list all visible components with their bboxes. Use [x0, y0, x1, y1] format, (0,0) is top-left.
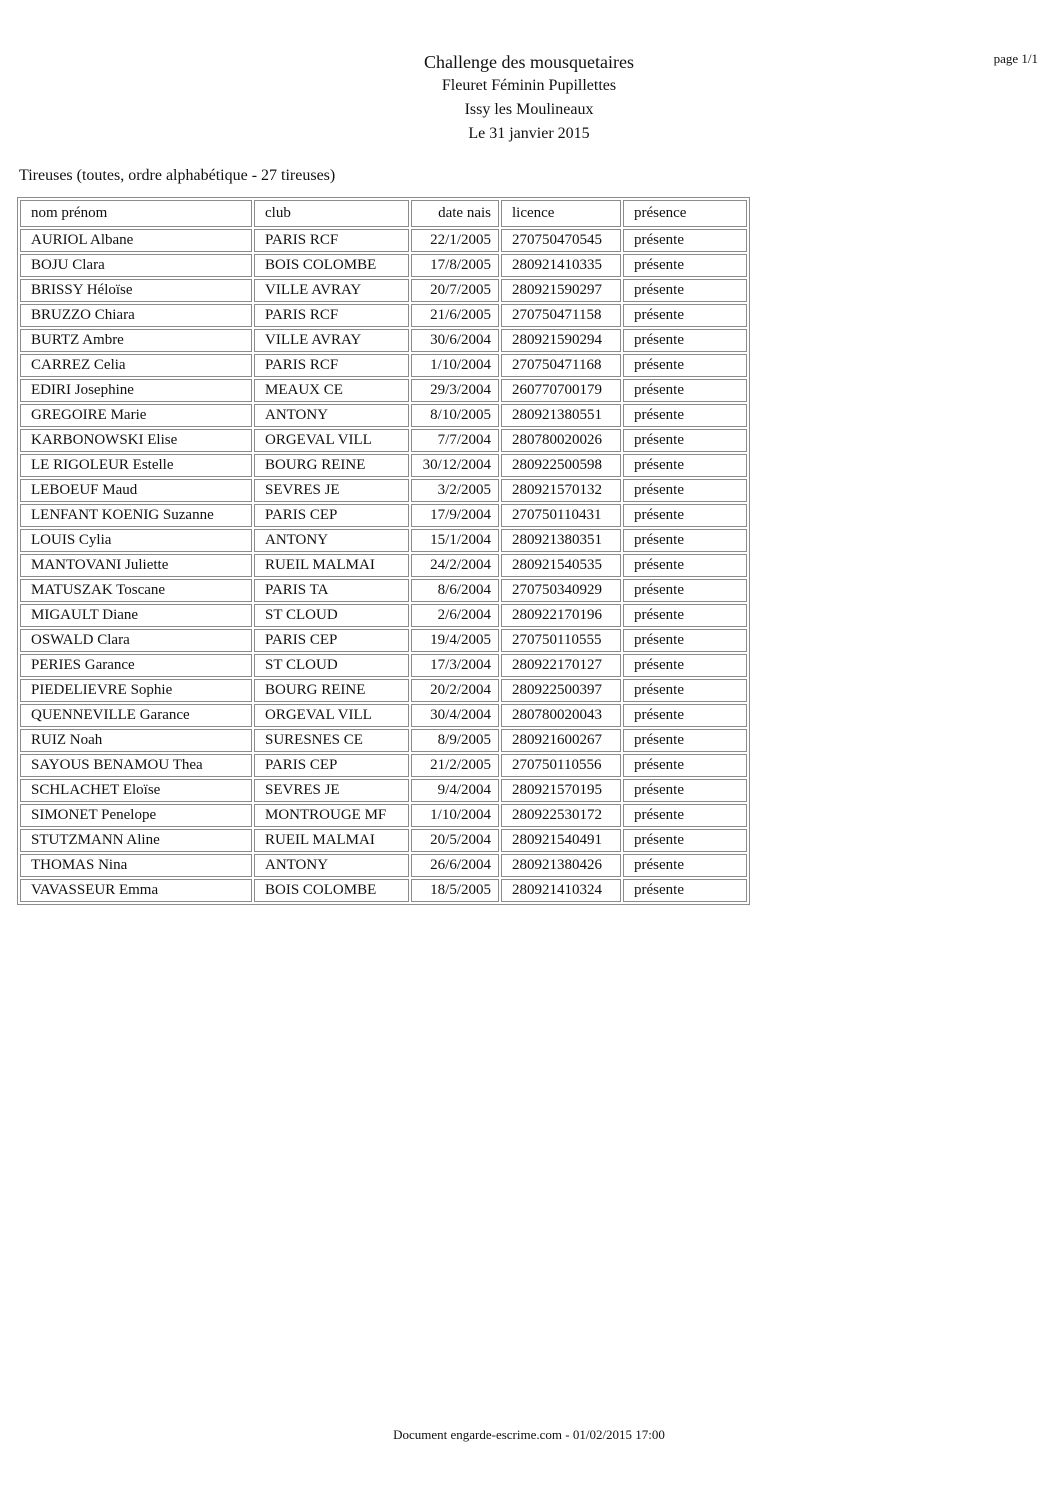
cell-license: 280921540491 [501, 829, 621, 852]
cell-club: PARIS RCF [254, 229, 409, 252]
table-header-row [20, 200, 747, 227]
table-row [20, 829, 747, 852]
cell-presence: présente [623, 404, 747, 427]
cell-club: SURESNES CE [254, 729, 409, 752]
cell-presence: présente [623, 279, 747, 302]
cell-club: ST CLOUD [254, 604, 409, 627]
cell-license: 280921380426 [501, 854, 621, 877]
cell-birthdate: 8/9/2005 [411, 729, 499, 752]
cell-license: 280921590297 [501, 279, 621, 302]
event-name: Fleuret Féminin Pupillettes [441, 77, 617, 94]
cell-license: 270750110556 [501, 754, 621, 777]
table-row [20, 679, 747, 702]
cell-birthdate: 17/8/2005 [411, 254, 499, 277]
cell-license: 280780020026 [501, 429, 621, 452]
cell-club: PARIS RCF [254, 304, 409, 327]
cell-name: GREGOIRE Marie [20, 404, 252, 427]
cell-presence: présente [623, 604, 747, 627]
table-row [20, 479, 747, 502]
cell-birthdate: 20/2/2004 [411, 679, 499, 702]
table-row [20, 404, 747, 427]
table-row [20, 254, 747, 277]
cell-name: SIMONET Penelope [20, 804, 252, 827]
column-header-name: nom prénom [20, 200, 252, 227]
cell-presence: présente [623, 379, 747, 402]
cell-birthdate: 17/9/2004 [411, 504, 499, 527]
column-header-presence: présence [623, 200, 747, 227]
cell-presence: présente [623, 304, 747, 327]
cell-presence: présente [623, 254, 747, 277]
table-row [20, 804, 747, 827]
cell-presence: présente [623, 704, 747, 727]
table-body [20, 229, 747, 902]
cell-license: 270750471158 [501, 304, 621, 327]
cell-name: LENFANT KOENIG Suzanne [20, 504, 252, 527]
fencers-table-container [17, 197, 750, 905]
table-row [20, 754, 747, 777]
cell-presence: présente [623, 729, 747, 752]
cell-birthdate: 20/7/2005 [411, 279, 499, 302]
cell-birthdate: 29/3/2004 [411, 379, 499, 402]
cell-birthdate: 2/6/2004 [411, 604, 499, 627]
cell-license: 260770700179 [501, 379, 621, 402]
cell-name: BRISSY Héloïse [20, 279, 252, 302]
cell-club: SEVRES JE [254, 479, 409, 502]
cell-presence: présente [623, 329, 747, 352]
cell-presence: présente [623, 829, 747, 852]
cell-presence: présente [623, 879, 747, 902]
cell-license: 280921600267 [501, 729, 621, 752]
cell-birthdate: 15/1/2004 [411, 529, 499, 552]
fencers-table [17, 197, 750, 905]
cell-club: VILLE AVRAY [254, 279, 409, 302]
cell-name: STUTZMANN Aline [20, 829, 252, 852]
cell-name: LE RIGOLEUR Estelle [20, 454, 252, 477]
cell-license: 280921570195 [501, 779, 621, 802]
table-row [20, 304, 747, 327]
cell-license: 280921380551 [501, 404, 621, 427]
cell-birthdate: 30/6/2004 [411, 329, 499, 352]
cell-presence: présente [623, 229, 747, 252]
table-row [20, 629, 747, 652]
table-row [20, 579, 747, 602]
cell-birthdate: 17/3/2004 [411, 654, 499, 677]
cell-birthdate: 9/4/2004 [411, 779, 499, 802]
cell-birthdate: 1/10/2004 [411, 354, 499, 377]
cell-club: PARIS CEP [254, 629, 409, 652]
cell-name: MANTOVANI Juliette [20, 554, 252, 577]
table-row [20, 454, 747, 477]
cell-presence: présente [623, 579, 747, 602]
cell-birthdate: 8/6/2004 [411, 579, 499, 602]
cell-name: MIGAULT Diane [20, 604, 252, 627]
document-footer: Document engarde-escrime.com - 01/02/2015 17:00 [393, 1427, 665, 1442]
cell-club: PARIS RCF [254, 354, 409, 377]
cell-name: PERIES Garance [20, 654, 252, 677]
column-header-club: club [254, 200, 409, 227]
event-date: Le 31 janvier 2015 [468, 125, 590, 142]
cell-license: 280922530172 [501, 804, 621, 827]
column-header-birthdate: date nais [411, 200, 499, 227]
cell-presence: présente [623, 629, 747, 652]
cell-license: 280921410335 [501, 254, 621, 277]
section-title: Tireuses (toutes, ordre alphabétique - 27 tireuses) [19, 167, 336, 184]
table-row [20, 854, 747, 877]
cell-birthdate: 22/1/2005 [411, 229, 499, 252]
cell-club: RUEIL MALMAI [254, 829, 409, 852]
cell-name: BRUZZO Chiara [20, 304, 252, 327]
cell-club: ST CLOUD [254, 654, 409, 677]
cell-presence: présente [623, 679, 747, 702]
cell-license: 280922170127 [501, 654, 621, 677]
cell-name: QUENNEVILLE Garance [20, 704, 252, 727]
table-row [20, 529, 747, 552]
column-header-license: licence [501, 200, 621, 227]
table-row [20, 729, 747, 752]
page-number: page 1/1 [993, 51, 1038, 66]
cell-presence: présente [623, 654, 747, 677]
cell-club: BOIS COLOMBE [254, 879, 409, 902]
cell-club: ANTONY [254, 404, 409, 427]
cell-birthdate: 1/10/2004 [411, 804, 499, 827]
cell-birthdate: 21/6/2005 [411, 304, 499, 327]
cell-license: 280921570132 [501, 479, 621, 502]
cell-birthdate: 30/12/2004 [411, 454, 499, 477]
cell-presence: présente [623, 454, 747, 477]
cell-name: SAYOUS BENAMOU Thea [20, 754, 252, 777]
cell-birthdate: 26/6/2004 [411, 854, 499, 877]
cell-club: ANTONY [254, 854, 409, 877]
cell-name: AURIOL Albane [20, 229, 252, 252]
table-row [20, 504, 747, 527]
cell-birthdate: 18/5/2005 [411, 879, 499, 902]
event-location: Issy les Moulineaux [464, 101, 594, 118]
table-row [20, 354, 747, 377]
table-row [20, 554, 747, 577]
cell-club: PARIS TA [254, 579, 409, 602]
cell-birthdate: 7/7/2004 [411, 429, 499, 452]
cell-birthdate: 19/4/2005 [411, 629, 499, 652]
cell-club: MEAUX CE [254, 379, 409, 402]
cell-license: 270750340929 [501, 579, 621, 602]
cell-license: 270750470545 [501, 229, 621, 252]
cell-birthdate: 30/4/2004 [411, 704, 499, 727]
table-row [20, 429, 747, 452]
cell-license: 280922500598 [501, 454, 621, 477]
cell-presence: présente [623, 504, 747, 527]
cell-name: LOUIS Cylia [20, 529, 252, 552]
cell-birthdate: 3/2/2005 [411, 479, 499, 502]
table-row [20, 379, 747, 402]
table-row [20, 704, 747, 727]
cell-presence: présente [623, 529, 747, 552]
cell-license: 270750471168 [501, 354, 621, 377]
cell-name: BURTZ Ambre [20, 329, 252, 352]
table-row [20, 229, 747, 252]
table-row [20, 654, 747, 677]
cell-presence: présente [623, 779, 747, 802]
cell-name: OSWALD Clara [20, 629, 252, 652]
table-row [20, 329, 747, 352]
cell-birthdate: 8/10/2005 [411, 404, 499, 427]
cell-presence: présente [623, 754, 747, 777]
cell-license: 280922170196 [501, 604, 621, 627]
cell-presence: présente [623, 554, 747, 577]
cell-name: MATUSZAK Toscane [20, 579, 252, 602]
cell-license: 280921540535 [501, 554, 621, 577]
cell-license: 280921590294 [501, 329, 621, 352]
cell-club: VILLE AVRAY [254, 329, 409, 352]
cell-name: SCHLACHET Eloïse [20, 779, 252, 802]
cell-club: BOURG REINE [254, 679, 409, 702]
cell-club: PARIS CEP [254, 754, 409, 777]
cell-license: 280921410324 [501, 879, 621, 902]
table-row [20, 879, 747, 902]
cell-name: PIEDELIEVRE Sophie [20, 679, 252, 702]
cell-license: 280921380351 [501, 529, 621, 552]
document-header [0, 50, 1058, 146]
cell-presence: présente [623, 479, 747, 502]
table-row [20, 779, 747, 802]
cell-name: RUIZ Noah [20, 729, 252, 752]
cell-presence: présente [623, 429, 747, 452]
cell-name: BOJU Clara [20, 254, 252, 277]
cell-club: RUEIL MALMAI [254, 554, 409, 577]
cell-presence: présente [623, 854, 747, 877]
cell-name: VAVASSEUR Emma [20, 879, 252, 902]
cell-license: 270750110431 [501, 504, 621, 527]
cell-club: BOURG REINE [254, 454, 409, 477]
cell-name: KARBONOWSKI Elise [20, 429, 252, 452]
cell-club: ORGEVAL VILL [254, 429, 409, 452]
cell-birthdate: 24/2/2004 [411, 554, 499, 577]
cell-presence: présente [623, 354, 747, 377]
cell-name: LEBOEUF Maud [20, 479, 252, 502]
cell-club: ANTONY [254, 529, 409, 552]
cell-license: 280780020043 [501, 704, 621, 727]
cell-presence: présente [623, 804, 747, 827]
cell-name: CARREZ Celia [20, 354, 252, 377]
competition-title: Challenge des mousquetaires [424, 52, 634, 72]
cell-license: 280922500397 [501, 679, 621, 702]
cell-club: MONTROUGE MF [254, 804, 409, 827]
cell-birthdate: 21/2/2005 [411, 754, 499, 777]
cell-club: SEVRES JE [254, 779, 409, 802]
table-row [20, 279, 747, 302]
table-row [20, 604, 747, 627]
cell-club: PARIS CEP [254, 504, 409, 527]
cell-name: EDIRI Josephine [20, 379, 252, 402]
cell-club: BOIS COLOMBE [254, 254, 409, 277]
cell-club: ORGEVAL VILL [254, 704, 409, 727]
cell-birthdate: 20/5/2004 [411, 829, 499, 852]
cell-license: 270750110555 [501, 629, 621, 652]
cell-name: THOMAS Nina [20, 854, 252, 877]
